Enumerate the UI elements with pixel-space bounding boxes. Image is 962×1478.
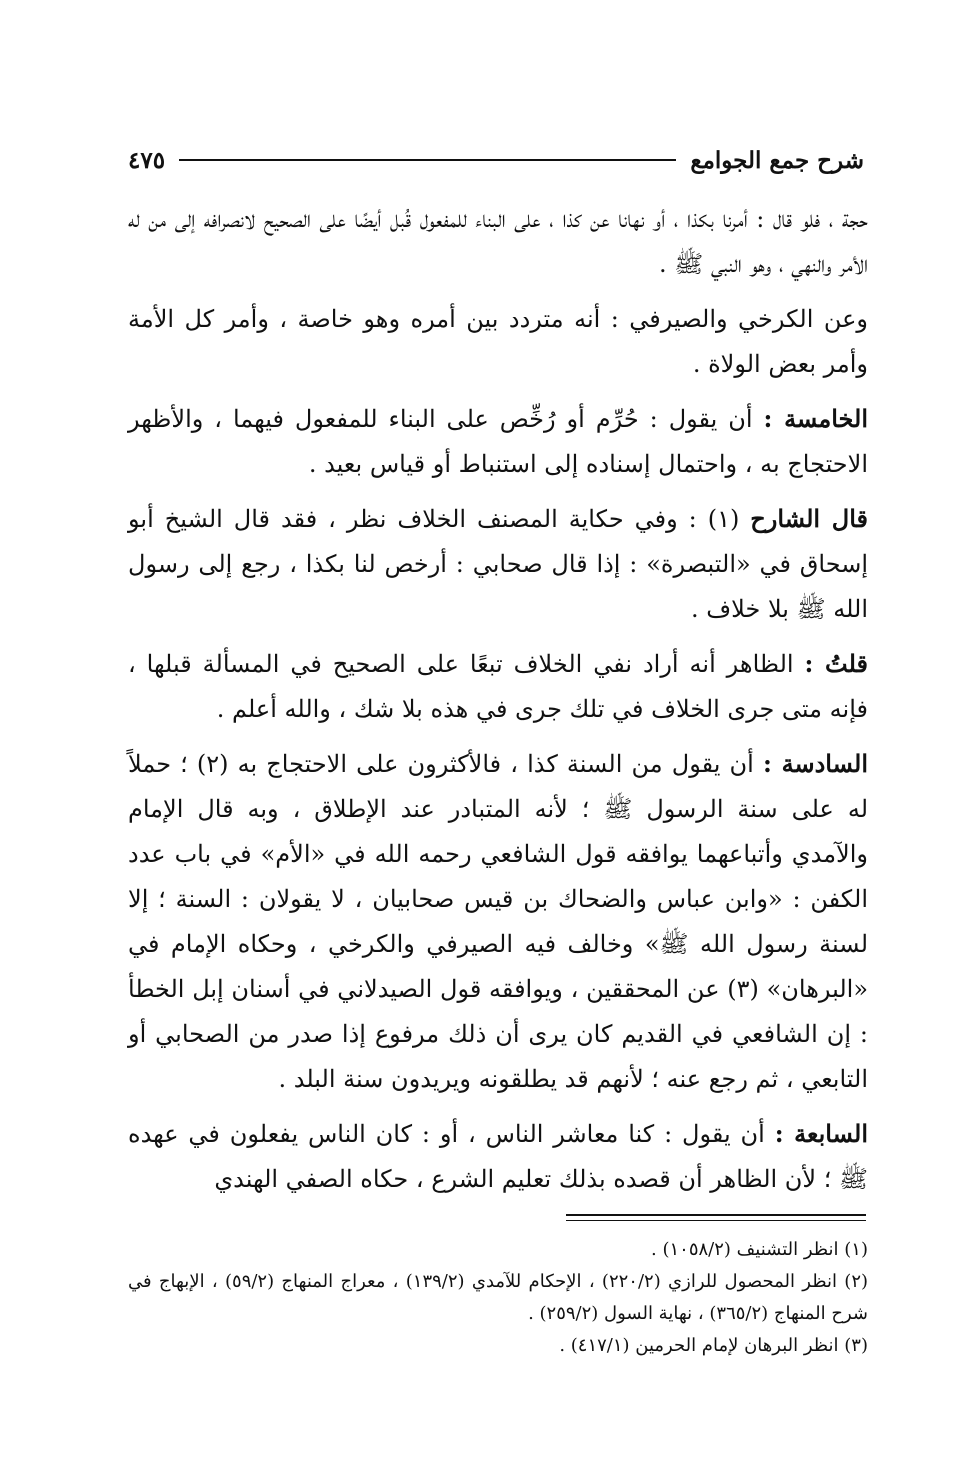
paragraph-3 (128, 396, 868, 487)
book-title: شرح جمع الجوامع (690, 146, 864, 174)
header-rule (179, 159, 676, 161)
paragraph-1 (128, 196, 868, 287)
paragraph-2 (128, 296, 868, 387)
paragraph-text: (١) : وفي حكاية المصنف الخلاف نظر ، فقد قال الشيخ أبو إسحاق في «التبصرة» : إذا قال صحابي : أرخص لنا بكذا ، رجع إلى رسول الله ﷺ بلا خلاف . (128, 505, 868, 623)
paragraph-4 (128, 496, 868, 632)
paragraph-text: حجة ، فلو قال : أمرنا بكذا ، أو نهانا عن كذا ، على البناء للمفعول قُبل أيضًا على الصحيح لانصرافه إلى من له الأمر والنهي ، وهو النبي ﷺ . (128, 205, 868, 278)
footnotes (128, 1234, 868, 1362)
footnote-1: (١) انظر التشنيف (١٠٥٨/٢) . (651, 1239, 868, 1260)
paragraph-text: أن يقول : كنا معاشر الناس ، أو : كان الناس يفعلون في عهده ﷺ ؛ لأن الظاهر أن قصده بذلك تعليم الشرع ، حكاه الصفي الهندي (128, 1120, 868, 1193)
paragraph-lead: السادسة : (762, 749, 869, 778)
paragraph-lead: السابعة : (774, 1119, 868, 1148)
paragraph-text: الظاهر أنه أراد نفي الخلاف تبعًا على الصحيح في المسألة قبلها ، فإنه متى جرى الخلاف في تلك جرى في هذه بلا شك ، والله أعلم . (128, 650, 868, 723)
paragraph-text: أن يقول : حُرِّم أو رُخِّص على البناء للمفعول فيهما ، والأظهر الاحتجاج به ، واحتمال إسناده إلى استنباط أو قياس بعيد . (128, 405, 868, 478)
paragraph-6 (128, 741, 868, 1102)
paragraph-lead: الخامسة : (763, 404, 869, 433)
paragraph-text: وعن الكرخي والصيرفي : أنه متردد بين أمره وهو خاصة ، وأمر كل الأمة وأمر بعض الولاة . (128, 305, 868, 378)
main-text (128, 196, 868, 1202)
paragraph-text: أن يقول من السنة كذا ، فالأكثرون على الاحتجاج به (٢) ؛ حملاً له على سنة الرسول ﷺ ؛ لأنه المتبادر عند الإطلاق ، وبه قال الإمام والآمدي وأتباعهما يوافقه قول الشافعي رحمه الله في «الأم» في باب عدد الكفن : «وابن عباس والضحاك بن قيس صحابيان ، لا يقولان : السنة ؛ إلا لسنة رسول الله ﷺ» وخالف فيه الصيرفي والكرخي ، وحكاه الإمام في «البرهان» (٣) عن المحققين ، ويوافقه قول الصيدلاني في أسنان إبل الخطأ : إن الشافعي في القديم كان يرى أن ذلك مرفوع إذا صدر من الصحابي أو التابعي ، ثم رجع عنه ؛ لأنهم قد يطلقونه ويريدون سنة البلد . (128, 750, 869, 1093)
footnote-2: (٢) انظر المحصول للرازي (٢٢٠/٢) ، الإحكام للآمدي (١٣٩/٢) ، معراج المنهاج (٥٩/٢) ، الإبهاج في شرح المنهاج (٣٦٥/٢) ، نهاية السول (٢٥٩/٢) . (128, 1271, 869, 1324)
paragraph-5 (128, 641, 868, 732)
footnote-separator (566, 1214, 866, 1221)
footnote-3: (٣) انظر البرهان لإمام الحرمين (٤١٧/١) . (559, 1335, 868, 1356)
paragraph-lead: قال الشارح (750, 504, 868, 533)
running-header (128, 140, 864, 180)
paragraph-7 (128, 1111, 868, 1202)
page-number: ٤٧٥ (128, 146, 166, 174)
paragraph-lead: قلتُ : (804, 649, 869, 678)
